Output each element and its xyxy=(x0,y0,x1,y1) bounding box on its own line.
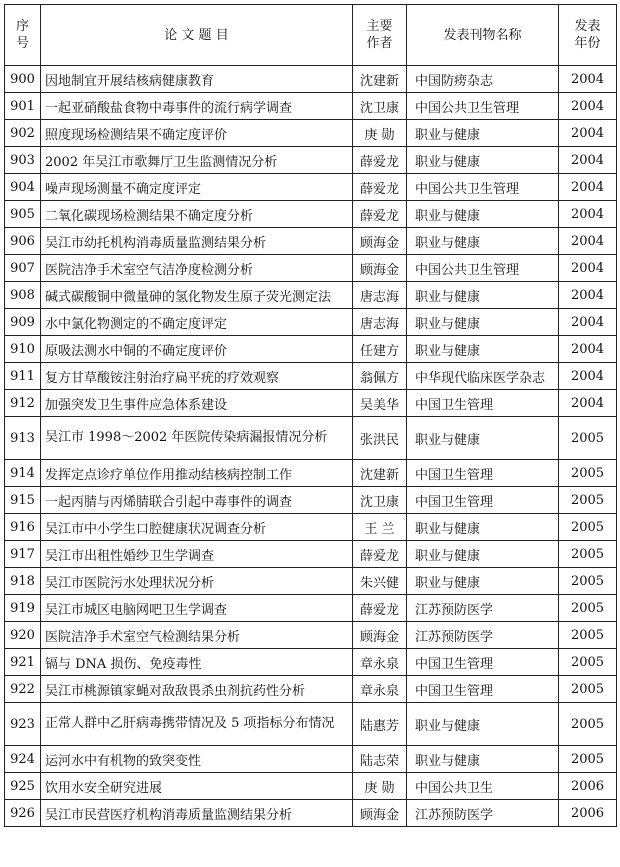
cell-author: 顾海金 xyxy=(353,255,407,282)
cell-title: 吴江市 1998～2002 年医院传染病漏报情况分析 xyxy=(41,417,353,460)
table-row xyxy=(5,201,617,228)
cell-no: 918 xyxy=(5,568,41,595)
cell-year: 2004 xyxy=(559,120,617,147)
cell-no: 926 xyxy=(5,800,41,827)
cell-no: 905 xyxy=(5,201,41,228)
header-no-line2: 号 xyxy=(15,36,29,51)
cell-journal: 中国公共卫生 xyxy=(407,773,559,800)
table-row xyxy=(5,228,617,255)
cell-journal: 职业与健康 xyxy=(407,309,559,336)
cell-title: 运河水中有机物的致突变性 xyxy=(41,746,353,773)
cell-journal: 江苏预防医学 xyxy=(407,595,559,622)
cell-author: 顾海金 xyxy=(353,800,407,827)
cell-journal: 中国公共卫生管理 xyxy=(407,174,559,201)
cell-title: 吴江市民营医疗机构消毒质量监测结果分析 xyxy=(41,800,353,827)
cell-no: 901 xyxy=(5,93,41,120)
cell-journal: 中国卫生管理 xyxy=(407,676,559,703)
cell-title: 原吸法测水中铜的不确定度评价 xyxy=(41,336,353,363)
cell-title: 因地制宜开展结核病健康教育 xyxy=(41,66,353,93)
table-row xyxy=(5,541,617,568)
cell-no: 915 xyxy=(5,487,41,514)
cell-no: 906 xyxy=(5,228,41,255)
cell-no: 921 xyxy=(5,649,41,676)
cell-title: 发挥定点诊疗单位作用推动结核病控制工作 xyxy=(41,460,353,487)
table-row xyxy=(5,390,617,417)
cell-title: 加强突发卫生事件应急体系建设 xyxy=(41,390,353,417)
cell-no: 903 xyxy=(5,147,41,174)
cell-no: 924 xyxy=(5,746,41,773)
table-row xyxy=(5,255,617,282)
cell-year: 2005 xyxy=(559,649,617,676)
cell-title: 照度现场检测结果不确定度评价 xyxy=(41,120,353,147)
cell-journal: 中国卫生管理 xyxy=(407,390,559,417)
cell-no: 902 xyxy=(5,120,41,147)
cell-year: 2005 xyxy=(559,487,617,514)
cell-journal: 职业与健康 xyxy=(407,201,559,228)
cell-author: 翁佩方 xyxy=(353,363,407,390)
cell-year: 2004 xyxy=(559,309,617,336)
cell-author: 吴美华 xyxy=(353,390,407,417)
cell-journal: 职业与健康 xyxy=(407,336,559,363)
cell-year: 2004 xyxy=(559,174,617,201)
cell-year: 2005 xyxy=(559,703,617,746)
cell-author: 张洪民 xyxy=(353,417,407,460)
cell-title: 复方甘草酸铵注射治疗扁平疣的疗效观察 xyxy=(41,363,353,390)
cell-journal: 中国防痨杂志 xyxy=(407,66,559,93)
table-row xyxy=(5,282,617,309)
cell-title: 吴江市幼托机构消毒质量监测结果分析 xyxy=(41,228,353,255)
cell-year: 2005 xyxy=(559,541,617,568)
cell-no: 908 xyxy=(5,282,41,309)
cell-year: 2004 xyxy=(559,282,617,309)
cell-author: 薛爱龙 xyxy=(353,174,407,201)
cell-journal: 职业与健康 xyxy=(407,228,559,255)
cell-no: 909 xyxy=(5,309,41,336)
header-year-line2: 年份 xyxy=(574,36,601,51)
table-row xyxy=(5,174,617,201)
cell-no: 910 xyxy=(5,336,41,363)
cell-year: 2005 xyxy=(559,514,617,541)
header-year xyxy=(559,5,617,66)
cell-year: 2005 xyxy=(559,746,617,773)
table-row xyxy=(5,93,617,120)
table-row xyxy=(5,595,617,622)
cell-journal: 职业与健康 xyxy=(407,120,559,147)
cell-author: 章永泉 xyxy=(353,676,407,703)
table-row xyxy=(5,336,617,363)
cell-no: 907 xyxy=(5,255,41,282)
cell-author: 沈卫康 xyxy=(353,93,407,120)
cell-year: 2004 xyxy=(559,363,617,390)
cell-journal: 职业与健康 xyxy=(407,147,559,174)
table-row xyxy=(5,622,617,649)
cell-journal: 职业与健康 xyxy=(407,568,559,595)
cell-title: 水中氯化物测定的不确定度评定 xyxy=(41,309,353,336)
table-row xyxy=(5,514,617,541)
cell-title: 二氧化碳现场检测结果不确定度分析 xyxy=(41,201,353,228)
cell-no: 913 xyxy=(5,417,41,460)
cell-journal: 中国卫生管理 xyxy=(407,649,559,676)
cell-year: 2005 xyxy=(559,417,617,460)
cell-title: 医院洁净手术室空气洁净度检测分析 xyxy=(41,255,353,282)
cell-journal: 职业与健康 xyxy=(407,703,559,746)
cell-year: 2004 xyxy=(559,147,617,174)
cell-year: 2005 xyxy=(559,568,617,595)
cell-title: 医院洁净手术室空气检测结果分析 xyxy=(41,622,353,649)
cell-title: 吴江市中小学生口腔健康状况调查分析 xyxy=(41,514,353,541)
cell-no: 923 xyxy=(5,703,41,746)
cell-journal: 中华现代临床医学杂志 xyxy=(407,363,559,390)
cell-no: 922 xyxy=(5,676,41,703)
cell-author: 薛爱龙 xyxy=(353,541,407,568)
cell-no: 917 xyxy=(5,541,41,568)
table-row xyxy=(5,66,617,93)
header-author-line1: 主要 xyxy=(366,19,393,34)
cell-no: 925 xyxy=(5,773,41,800)
cell-year: 2006 xyxy=(559,773,617,800)
cell-year: 2004 xyxy=(559,336,617,363)
table-row xyxy=(5,703,617,746)
cell-author: 王 兰 xyxy=(353,514,407,541)
cell-author: 顾海金 xyxy=(353,622,407,649)
cell-journal: 职业与健康 xyxy=(407,282,559,309)
table-row xyxy=(5,363,617,390)
table-row xyxy=(5,800,617,827)
table-row xyxy=(5,417,617,460)
cell-journal: 职业与健康 xyxy=(407,417,559,460)
cell-journal: 职业与健康 xyxy=(407,514,559,541)
cell-journal: 江苏预防医学 xyxy=(407,622,559,649)
header-year-line1: 发表 xyxy=(574,19,601,34)
header-no-line1: 序 xyxy=(15,19,29,34)
header-title: 论 文 题 目 xyxy=(41,5,353,66)
cell-author: 庚 勋 xyxy=(353,773,407,800)
cell-author: 薛爱龙 xyxy=(353,595,407,622)
table-body xyxy=(5,66,617,827)
cell-journal: 中国卫生管理 xyxy=(407,460,559,487)
header-no xyxy=(5,5,41,66)
cell-journal: 中国公共卫生管理 xyxy=(407,255,559,282)
table-row xyxy=(5,309,617,336)
cell-year: 2005 xyxy=(559,460,617,487)
header-row xyxy=(5,5,617,66)
cell-year: 2005 xyxy=(559,595,617,622)
cell-author: 薛爱龙 xyxy=(353,201,407,228)
cell-author: 沈卫康 xyxy=(353,487,407,514)
cell-year: 2004 xyxy=(559,93,617,120)
cell-author: 唐志海 xyxy=(353,282,407,309)
header-author-line2: 作者 xyxy=(366,36,393,51)
table-row xyxy=(5,147,617,174)
cell-author: 薛爱龙 xyxy=(353,147,407,174)
cell-no: 912 xyxy=(5,390,41,417)
header-author xyxy=(353,5,407,66)
cell-no: 920 xyxy=(5,622,41,649)
cell-author: 庚 勋 xyxy=(353,120,407,147)
table-row xyxy=(5,773,617,800)
table-row xyxy=(5,676,617,703)
table-row xyxy=(5,120,617,147)
cell-year: 2004 xyxy=(559,390,617,417)
cell-year: 2006 xyxy=(559,800,617,827)
cell-year: 2004 xyxy=(559,255,617,282)
cell-title: 吴江市医院污水处理状况分析 xyxy=(41,568,353,595)
cell-no: 916 xyxy=(5,514,41,541)
cell-no: 914 xyxy=(5,460,41,487)
table-header xyxy=(5,5,617,66)
cell-title: 吴江市城区电脑网吧卫生学调查 xyxy=(41,595,353,622)
cell-author: 朱兴健 xyxy=(353,568,407,595)
papers-table xyxy=(4,4,617,827)
cell-journal: 职业与健康 xyxy=(407,746,559,773)
cell-year: 2005 xyxy=(559,676,617,703)
cell-journal: 江苏预防医学 xyxy=(407,800,559,827)
cell-author: 沈建新 xyxy=(353,66,407,93)
cell-title: 吴江市桃源镇家蝇对敌敌畏杀虫剂抗药性分析 xyxy=(41,676,353,703)
cell-author: 顾海金 xyxy=(353,228,407,255)
cell-no: 904 xyxy=(5,174,41,201)
cell-journal: 职业与健康 xyxy=(407,541,559,568)
cell-title: 碱式碳酸铜中微量砷的氢化物发生原子荧光测定法 xyxy=(41,282,353,309)
cell-year: 2004 xyxy=(559,201,617,228)
cell-journal: 中国公共卫生管理 xyxy=(407,93,559,120)
cell-title: 噪声现场测量不确定度评定 xyxy=(41,174,353,201)
table-row xyxy=(5,568,617,595)
cell-author: 章永泉 xyxy=(353,649,407,676)
cell-no: 911 xyxy=(5,363,41,390)
cell-author: 唐志海 xyxy=(353,309,407,336)
table-row xyxy=(5,460,617,487)
cell-title: 一起亚硝酸盐食物中毒事件的流行病学调查 xyxy=(41,93,353,120)
cell-no: 919 xyxy=(5,595,41,622)
cell-author: 陆惠芳 xyxy=(353,703,407,746)
cell-no: 900 xyxy=(5,66,41,93)
cell-author: 沈建新 xyxy=(353,460,407,487)
cell-title: 镉与 DNA 损伤、免疫毒性 xyxy=(41,649,353,676)
cell-author: 任建方 xyxy=(353,336,407,363)
cell-title: 饮用水安全研究进展 xyxy=(41,773,353,800)
cell-year: 2005 xyxy=(559,622,617,649)
cell-author: 陆志荣 xyxy=(353,746,407,773)
header-journal: 发表刊物名称 xyxy=(407,5,559,66)
cell-title: 2002 年吴江市歌舞厅卫生监测情况分析 xyxy=(41,147,353,174)
table-row xyxy=(5,487,617,514)
cell-title: 正常人群中乙肝病毒携带情况及 5 项指标分布情况 xyxy=(41,703,353,746)
table-row xyxy=(5,746,617,773)
cell-year: 2004 xyxy=(559,228,617,255)
cell-year: 2004 xyxy=(559,66,617,93)
cell-journal: 中国卫生管理 xyxy=(407,487,559,514)
cell-title: 一起丙腈与丙烯腈联合引起中毒事件的调查 xyxy=(41,487,353,514)
table-row xyxy=(5,649,617,676)
cell-title: 吴江市出租性婚纱卫生学调查 xyxy=(41,541,353,568)
